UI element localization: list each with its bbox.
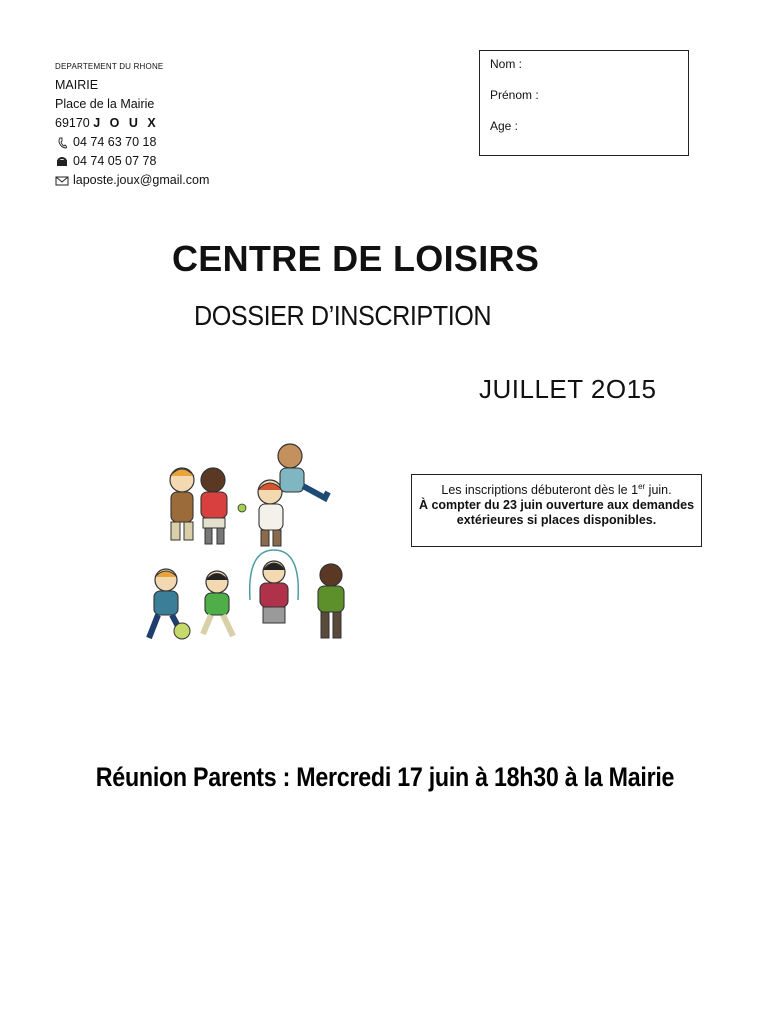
registration-notice [411,474,702,547]
child-figure [318,564,344,638]
postal-code: 69170 [55,116,90,130]
address: Place de la Mairie [55,97,155,111]
child-figure [170,468,194,540]
notice-external-requests: À compter du 23 juin ouverture aux demandes extérieures si places disponibles. [418,498,695,528]
office-name: MAIRIE [55,78,99,92]
fax-number: 04 74 05 07 78 [73,154,157,168]
firstname-field-label: Prénom : [490,88,539,102]
notice-start-text: Les inscriptions débuteront dès le 1 [441,483,639,498]
fax-icon [55,156,69,168]
phone-line [55,133,209,152]
phone-icon [55,137,69,149]
child-figure [203,571,233,636]
postal-town [55,114,209,133]
parents-meeting-announcement: Réunion Parents : Mercredi 17 juin à 18h30 à la Mairie [95,762,675,792]
period-title: JUILLET 2O15 [479,374,657,404]
email-address: laposte.joux@gmail.com [73,173,210,187]
page-subtitle: DOSSIER D’INSCRIPTION [194,300,492,331]
fax-line [55,152,209,171]
child-figure [149,569,190,639]
email-icon [55,175,69,187]
email-line [55,171,209,190]
child-figure [258,480,283,546]
age-field-label: Age : [490,119,519,133]
name-field-label: Nom : [490,57,523,71]
notice-start-end: juin. [645,483,672,498]
notice-ordinal: er [638,482,646,491]
identity-box [479,50,689,156]
mairie-header [55,60,209,190]
town-name: J O U X [93,116,159,130]
notice-start-line [418,479,695,498]
department-name: DEPARTEMENT DU RHONE [55,62,164,71]
child-figure [201,468,246,544]
children-illustration [125,440,360,655]
child-figure [278,444,328,498]
page-title: CENTRE DE LOISIRS [172,238,540,279]
phone-number: 04 74 63 70 18 [73,135,157,149]
child-figure [250,550,299,623]
